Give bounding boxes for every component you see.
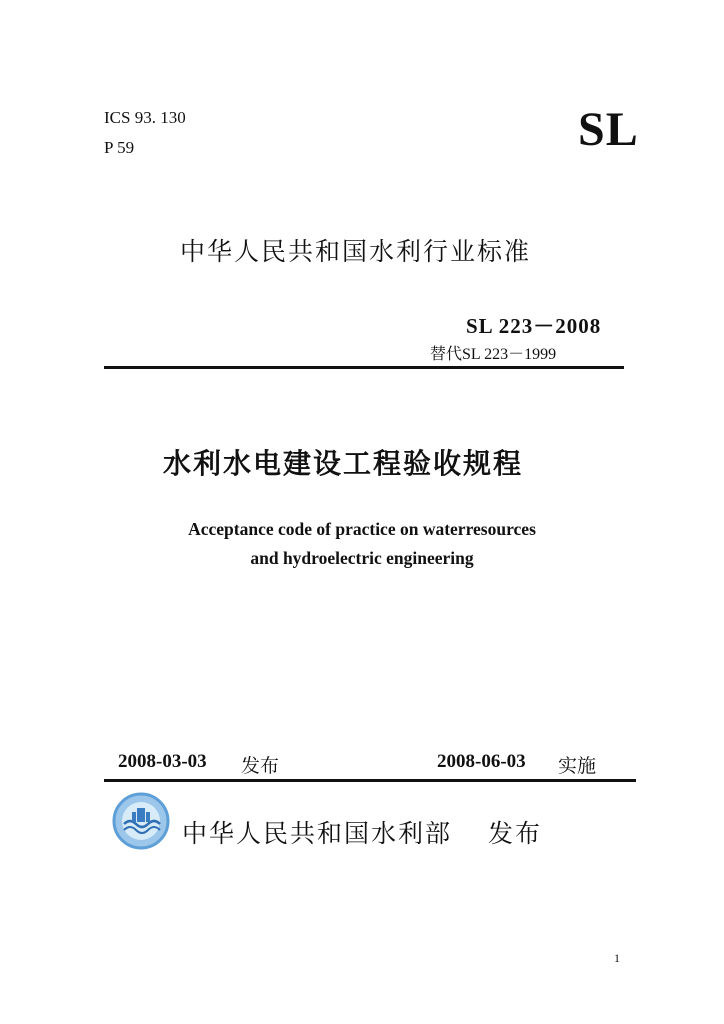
english-title-line2: and hydroelectric engineering: [250, 548, 474, 568]
standard-title: 中华人民共和国水利行业标准: [180, 237, 532, 266]
standard-number: SL 223－2008: [466, 314, 602, 338]
implement-label: 实施: [558, 755, 597, 777]
p-code: P 59: [104, 138, 135, 157]
document-title: 水利水电建设工程验收规程: [163, 447, 524, 480]
replaces-standard: 替代SL 223－1999: [430, 346, 557, 363]
implement-date: 2008-06-03: [437, 751, 526, 772]
sl-mark: SL: [578, 103, 639, 156]
english-title-line1: Acceptance code of practice on waterresources: [188, 519, 536, 539]
ministry-emblem-icon: [110, 790, 172, 852]
issuer-action: 发布: [488, 819, 543, 848]
issue-date: 2008-03-03: [118, 751, 207, 772]
page-number: 1: [614, 951, 620, 965]
ics-code: ICS 93. 130: [104, 108, 186, 127]
issue-label: 发布: [241, 755, 280, 777]
bottom-divider: [104, 779, 636, 782]
issuer-name: 中华人民共和国水利部: [182, 819, 453, 848]
top-divider: [104, 366, 624, 369]
